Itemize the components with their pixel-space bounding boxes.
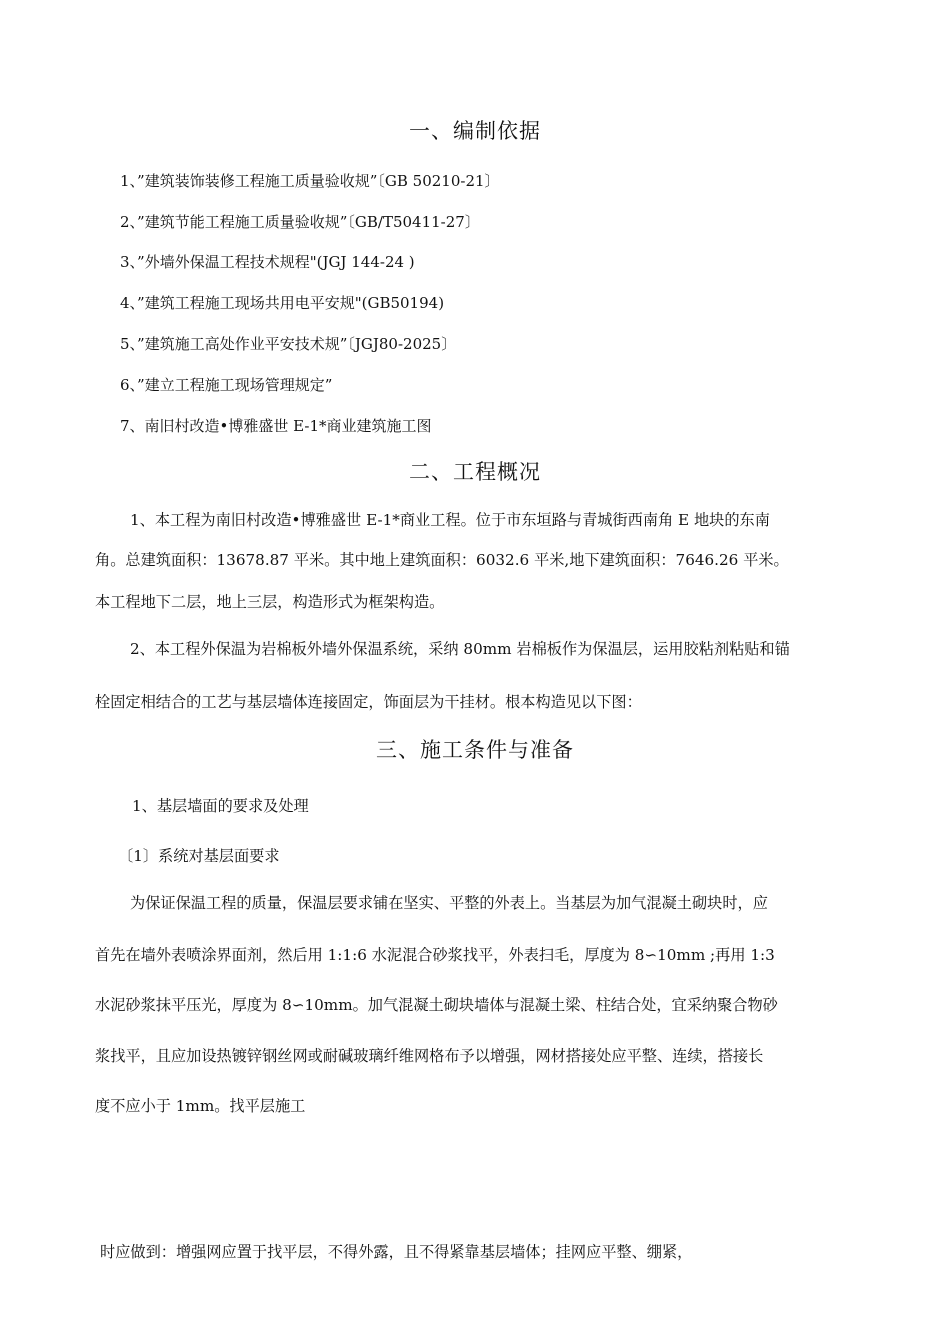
paragraph-line: 1、本工程为南旧村改造•博雅盛世 E-1*商业工程。位于市东垣路与青城街西南角 E 地块的东南	[130, 511, 770, 529]
list-item: 3、”外墙外保温工程技术规程"(JGJ 144-24 )	[120, 253, 415, 271]
list-item: 7、南旧村改造•博雅盛世 E-1*商业建筑施工图	[120, 417, 432, 435]
paragraph-line: 栓固定相结合的工艺与基层墙体连接固定，饰面层为干挂材。根本构造见以下图：	[95, 693, 642, 711]
paragraph-line: 水泥砂浆抹平压光，厚度为 8∽10mm。加气混凝土砌块墙体与混凝土梁、柱结合处，宜采纳聚合物砂	[95, 996, 778, 1014]
paragraph-line: 浆找平，且应加设热镀锌钢丝网或耐碱玻璃纤维网格布予以增强，网材搭接处应平整、连续，搭接长	[95, 1047, 764, 1065]
list-item: 6、”建立工程施工现场管理规定”	[120, 376, 333, 394]
paragraph-line: 角。总建筑面积：13678.87 平米。其中地上建筑面积：6032.6 平米,地下建筑面积：7646.26 平米。	[95, 551, 789, 569]
paragraph-line: 为保证保温工程的质量，保温层要求铺在坚实、平整的外表上。当基层为加气混凝土砌块时，应	[130, 894, 768, 912]
section-heading-conditions: 三、施工条件与准备	[376, 738, 574, 762]
list-item: 4、”建筑工程施工现场共用电平安规"(GB50194)	[120, 294, 445, 312]
paragraph-line: 度不应小于 1mm。找平层施工	[95, 1097, 306, 1115]
list-item: 2、”建筑节能工程施工质量验收规”〔GB/T50411-27〕	[120, 213, 480, 231]
list-item: 5、”建筑施工高处作业平安技术规”〔JGJ80-2025〕	[120, 335, 457, 353]
paragraph-line: 首先在墙外表喷涂界面剂，然后用 1:1:6 水泥混合砂浆找平，外表扫毛，厚度为 8∽10mm ;再用 1:3	[95, 946, 775, 964]
subheading: 1、基层墙面的要求及处理	[132, 797, 309, 815]
list-item: 1、”建筑装饰装修工程施工质量验收规”〔GB 50210-21〕	[120, 172, 500, 190]
continuation-line: 时应做到：增强网应置于找平层，不得外露，且不得紧靠基层墙体；挂网应平整、绷紧，	[100, 1243, 693, 1261]
paragraph-line: 2、本工程外保温为岩棉板外墙外保温系统，采纳 80mm 岩棉板作为保温层，运用胶粘剂粘贴和锚	[130, 640, 790, 658]
paragraph-line: 本工程地下二层，地上三层，构造形式为框架构造。	[95, 593, 445, 611]
section-heading-basis: 一、编制依据	[409, 119, 541, 143]
section-heading-overview: 二、工程概况	[409, 460, 541, 484]
subheading: 〔1〕系统对基层面要求	[118, 847, 280, 865]
